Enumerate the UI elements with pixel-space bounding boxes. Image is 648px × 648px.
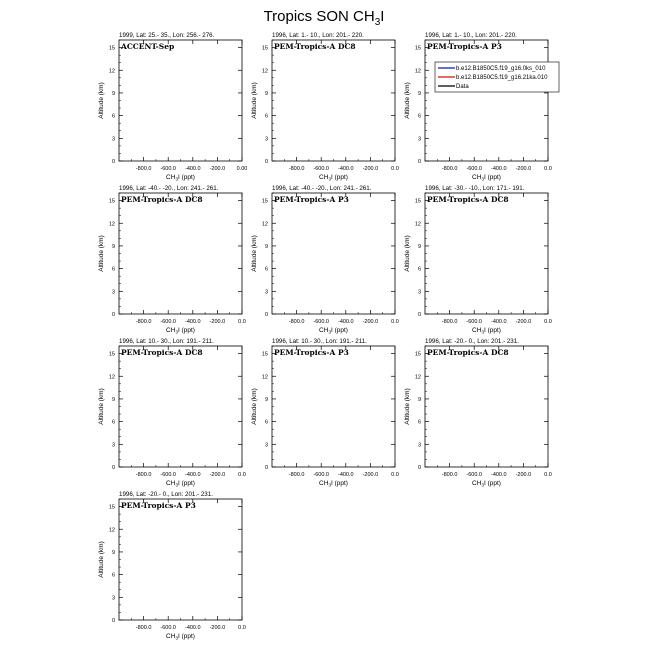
x-tick-label: -600.0 <box>160 472 177 478</box>
panel-name: PEM-Tropics-A P3 <box>427 42 502 51</box>
panel-header: 1996, Lat: -40.- -20., Lon: 241.- 261. <box>119 185 219 192</box>
plot-frame <box>119 346 242 467</box>
panel-header: 1996, Lat: 1.- 10., Lon: 201.- 220. <box>425 32 517 39</box>
y-tick-label: 15 <box>414 45 421 52</box>
y-tick-label: 6 <box>111 113 115 120</box>
chart-panel-8 <box>251 338 399 488</box>
x-tick-label: -800.0 <box>288 472 305 478</box>
x-tick-label: 0.0 <box>238 472 246 478</box>
plot-frame <box>272 193 395 314</box>
y-axis-label: Altitude (km) <box>98 235 105 272</box>
x-tick-label: -800.0 <box>288 166 305 172</box>
x-tick-label: 0.0 <box>544 319 552 325</box>
x-tick-label: -800.0 <box>441 166 458 172</box>
y-tick-label: 6 <box>417 419 421 426</box>
y-tick-label: 6 <box>111 572 115 579</box>
x-tick-label: -800.0 <box>288 319 305 325</box>
x-tick-label: -800.0 <box>135 319 152 325</box>
y-axis-label: Altitude (km) <box>404 82 411 119</box>
x-tick-label: 0.0 <box>544 166 552 172</box>
panel-name: PEM-Tropics-A DC8 <box>121 195 203 204</box>
x-tick-label: -600.0 <box>466 166 483 172</box>
y-tick-label: 3 <box>111 442 115 449</box>
x-axis-label: $CH_3I$ (ppt) <box>166 174 195 182</box>
y-tick-label: 9 <box>417 396 421 403</box>
x-tick-label: -400.0 <box>490 319 507 325</box>
y-tick-label: 3 <box>111 289 115 296</box>
y-tick-label: 0 <box>111 159 115 165</box>
x-tick-label: -200.0 <box>209 472 226 478</box>
x-tick-label: 0.0 <box>238 319 246 325</box>
y-tick-label: 3 <box>264 289 268 296</box>
panel-name: PEM-Tropics-A P3 <box>274 348 349 357</box>
y-tick-label: 15 <box>108 198 115 205</box>
y-tick-label: 9 <box>111 243 115 250</box>
plot-frame <box>119 499 242 620</box>
y-tick-label: 15 <box>261 45 268 52</box>
panel-name: PEM-Tropics-A DC8 <box>427 195 509 204</box>
panel-header: 1996, Lat: -30.- -10., Lon: 171.- 191. <box>425 185 525 192</box>
x-tick-label: -200.0 <box>209 166 226 172</box>
x-tick-label: 0.0 <box>391 166 399 172</box>
x-tick-label: -400.0 <box>184 472 201 478</box>
x-axis-label: $CH_3I$ (ppt) <box>166 633 195 641</box>
plot-frame <box>425 193 548 314</box>
y-tick-label: 15 <box>414 198 421 205</box>
y-tick-label: 12 <box>108 221 115 228</box>
y-tick-label: 9 <box>111 396 115 403</box>
title-subscript: 3 <box>374 17 381 28</box>
panel-header: 1996, Lat: 10.- 30., Lon: 191.- 211. <box>272 338 367 345</box>
x-tick-label: -800.0 <box>135 472 152 478</box>
y-tick-label: 6 <box>264 113 268 120</box>
y-tick-label: 9 <box>264 90 268 97</box>
x-axis-label: $CH_3I$ (ppt) <box>472 327 501 335</box>
x-tick-label: -600.0 <box>160 166 177 172</box>
x-axis-label: $CH_3I$ (ppt) <box>319 174 348 182</box>
y-axis-label: Altitude (km) <box>251 235 258 272</box>
x-tick-label: 0.0 <box>391 472 399 478</box>
y-tick-label: 0 <box>264 465 268 471</box>
y-tick-label: 6 <box>111 266 115 273</box>
x-tick-label: -800.0 <box>135 625 152 631</box>
x-tick-label: -600.0 <box>466 472 483 478</box>
y-tick-label: 3 <box>264 136 268 143</box>
x-tick-label: -400.0 <box>184 166 201 172</box>
chart-panel-3 <box>404 32 559 182</box>
y-tick-label: 0 <box>264 312 268 318</box>
y-tick-label: 3 <box>417 442 421 449</box>
panel-name: PEM-Tropics-A DC8 <box>427 348 509 357</box>
chart-panel-10 <box>98 491 246 641</box>
y-axis-label: Altitude (km) <box>98 541 105 578</box>
y-axis-label: Altitude (km) <box>98 388 105 425</box>
x-tick-label: -400.0 <box>337 319 354 325</box>
y-axis-label: Altitude (km) <box>404 235 411 272</box>
x-tick-label: -800.0 <box>441 472 458 478</box>
legend-entry: b.e12.B1850C5.f19_g16.0ks_010 <box>456 66 546 72</box>
x-tick-label: -600.0 <box>313 166 330 172</box>
y-tick-label: 0 <box>111 465 115 471</box>
y-axis-label: Altitude (km) <box>251 82 258 119</box>
y-axis-label: Altitude (km) <box>404 388 411 425</box>
y-tick-label: 9 <box>417 90 421 97</box>
y-tick-label: 9 <box>264 396 268 403</box>
x-tick-label: -200.0 <box>209 625 226 631</box>
panel-header: 1996, Lat: 10.- 30., Lon: 191.- 211. <box>119 338 214 345</box>
y-tick-label: 3 <box>417 289 421 296</box>
chart-panel-4 <box>98 185 246 335</box>
x-tick-label: -200.0 <box>362 472 379 478</box>
chart-panel-2 <box>251 32 399 182</box>
y-tick-label: 0 <box>111 312 115 318</box>
chart-panel-9 <box>404 338 552 488</box>
title-text: Tropics SON CH <box>263 8 375 25</box>
x-tick-label: -400.0 <box>184 625 201 631</box>
panel-header: 1996, Lat: -20.- 0., Lon: 201.- 231. <box>425 338 519 345</box>
x-tick-label: -600.0 <box>466 319 483 325</box>
plot-frame <box>272 346 395 467</box>
y-tick-label: 12 <box>108 374 115 381</box>
x-tick-label: 0.0 <box>544 472 552 478</box>
chart-panel-1 <box>98 32 247 182</box>
y-tick-label: 15 <box>414 351 421 358</box>
x-tick-label: -200.0 <box>515 472 532 478</box>
x-tick-label: -200.0 <box>362 319 379 325</box>
y-tick-label: 6 <box>417 113 421 120</box>
x-tick-label: 0.0 <box>238 625 246 631</box>
y-axis-label: Altitude (km) <box>98 82 105 119</box>
legend-entry: b.e12.B1850C5.f19_g16.21ka.010 <box>456 75 548 81</box>
panel-header: 1996, Lat: -40.- -20., Lon: 241.- 261. <box>272 185 372 192</box>
x-tick-label: -400.0 <box>337 166 354 172</box>
y-axis-label: Altitude (km) <box>251 388 258 425</box>
panel-header: 1999, Lat: 25.- 35., Lon: 256.- 276. <box>119 32 215 39</box>
y-tick-label: 3 <box>417 136 421 143</box>
y-tick-label: 6 <box>111 419 115 426</box>
x-axis-label: $CH_3I$ (ppt) <box>472 174 501 182</box>
y-tick-label: 15 <box>108 351 115 358</box>
panel-name: PEM-Tropics-A DC8 <box>121 348 203 357</box>
x-tick-label: -600.0 <box>313 472 330 478</box>
plot-frame <box>119 193 242 314</box>
y-tick-label: 12 <box>261 221 268 228</box>
x-tick-label: -800.0 <box>441 319 458 325</box>
plot-frame <box>119 40 242 161</box>
panel-name: PEM-Tropics-A DC8 <box>274 42 356 51</box>
y-tick-label: 15 <box>108 45 115 52</box>
y-tick-label: 12 <box>414 374 421 381</box>
y-tick-label: 12 <box>261 374 268 381</box>
y-tick-label: 3 <box>111 136 115 143</box>
legend <box>435 62 559 92</box>
x-tick-label: -400.0 <box>490 472 507 478</box>
y-tick-label: 6 <box>417 266 421 273</box>
y-tick-label: 6 <box>264 419 268 426</box>
panel-name: PEM-Tropics-A P3 <box>274 195 349 204</box>
x-tick-label: -200.0 <box>209 319 226 325</box>
x-tick-label: 0.0 <box>391 319 399 325</box>
x-tick-label: -400.0 <box>490 166 507 172</box>
y-tick-label: 3 <box>264 442 268 449</box>
y-tick-label: 15 <box>261 198 268 205</box>
plot-frame <box>272 40 395 161</box>
y-tick-label: 3 <box>111 595 115 602</box>
x-axis-label: $CH_3I$ (ppt) <box>166 327 195 335</box>
y-tick-label: 12 <box>414 221 421 228</box>
x-axis-label: $CH_3I$ (ppt) <box>319 480 348 488</box>
x-tick-label: -600.0 <box>313 319 330 325</box>
x-axis-label: $CH_3I$ (ppt) <box>472 480 501 488</box>
y-tick-label: 0 <box>264 159 268 165</box>
y-tick-label: 0 <box>417 159 421 165</box>
x-tick-label: -400.0 <box>184 319 201 325</box>
chart-panel-7 <box>98 338 246 488</box>
panel-name: PEM-Tropics-A P3 <box>121 501 196 510</box>
plot-frame <box>425 40 548 161</box>
y-tick-label: 12 <box>261 68 268 75</box>
y-tick-label: 6 <box>264 266 268 273</box>
x-tick-label: -600.0 <box>160 625 177 631</box>
x-tick-label: -200.0 <box>515 166 532 172</box>
chart-panel-5 <box>251 185 399 335</box>
y-tick-label: 15 <box>108 504 115 511</box>
x-tick-label: -800.0 <box>135 166 152 172</box>
title-suffix: I <box>380 8 385 25</box>
chart-panel-6 <box>404 185 552 335</box>
x-tick-label: -600.0 <box>160 319 177 325</box>
y-tick-label: 0 <box>417 465 421 471</box>
panel-header: 1996, Lat: 1.- 10., Lon: 201.- 220. <box>272 32 364 39</box>
x-axis-label: $CH_3I$ (ppt) <box>319 327 348 335</box>
x-axis-label: $CH_3I$ (ppt) <box>166 480 195 488</box>
x-tick-label: -200.0 <box>515 319 532 325</box>
panel-header: 1996, Lat: -20.- 0., Lon: 201.- 231. <box>119 491 213 498</box>
x-tick-label: -200.0 <box>362 166 379 172</box>
x-tick-label: 0.00 <box>236 166 248 172</box>
y-tick-label: 15 <box>261 351 268 358</box>
y-tick-label: 9 <box>417 243 421 250</box>
y-tick-label: 9 <box>264 243 268 250</box>
x-tick-label: -400.0 <box>337 472 354 478</box>
y-tick-label: 12 <box>108 527 115 534</box>
y-tick-label: 0 <box>111 618 115 624</box>
y-tick-label: 12 <box>108 68 115 75</box>
y-tick-label: 9 <box>111 90 115 97</box>
legend-entry: Data <box>456 84 469 90</box>
y-tick-label: 0 <box>417 312 421 318</box>
y-tick-label: 9 <box>111 549 115 556</box>
plot-frame <box>425 346 548 467</box>
y-tick-label: 12 <box>414 68 421 75</box>
panel-name: ACCENT-Sep <box>121 42 175 51</box>
